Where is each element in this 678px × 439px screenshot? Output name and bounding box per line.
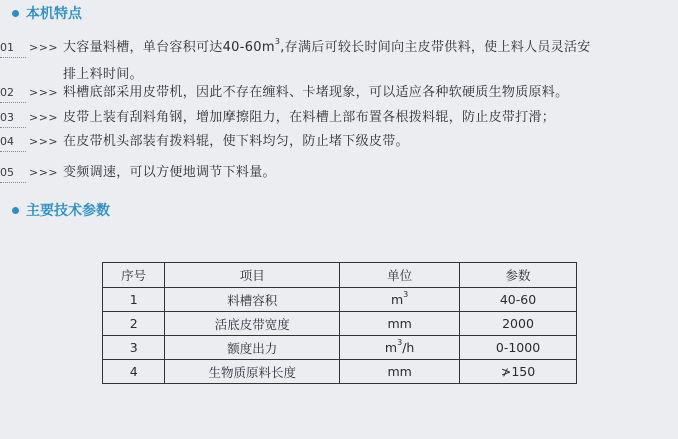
feature-text: 皮带上装有刮料角钢，增加摩擦阻力，在料槽上部布置各根拨料辊，防止皮带打滑； (63, 110, 556, 125)
table-row (103, 312, 577, 336)
header-unit: 单位 (340, 263, 460, 288)
header-no: 序号 (103, 263, 165, 288)
parameters-table (102, 262, 577, 384)
feature-number: 01 (0, 39, 26, 58)
cell-value: 40-60 (460, 288, 577, 312)
feature-text: 变频调速，可以方便地调节下料量。 (63, 165, 276, 180)
arrows-icon: >>> (29, 41, 59, 54)
feature-text: 在皮带机头部装有拨料辊，使下料均匀，防止堵下级皮带。 (63, 134, 409, 149)
section-title-parameters (12, 200, 110, 220)
feature-number: 05 (0, 164, 26, 183)
cell-no: 3 (103, 336, 165, 360)
section-title-features (12, 3, 82, 23)
arrows-icon: >>> (29, 111, 59, 124)
table-row (103, 360, 577, 384)
header-value: 参数 (460, 263, 577, 288)
cell-no: 4 (103, 360, 165, 384)
feature-number: 03 (0, 109, 26, 128)
table-row (103, 288, 577, 312)
table-row (103, 336, 577, 360)
cell-item: 料槽容积 (165, 288, 340, 312)
cell-value: 0-1000 (460, 336, 577, 360)
cell-unit: $m^3/h$ (340, 336, 460, 360)
bullet-icon (12, 10, 19, 17)
arrows-icon: >>> (29, 86, 59, 99)
feature-text: 大容量料槽，单台容积可达$40-60m^3$,存满后可较长时间向主皮带供料，使上料人员灵活安 排上料时间。 (63, 37, 591, 82)
arrows-icon: >>> (29, 135, 59, 148)
feature-number: 02 (0, 84, 26, 103)
cell-unit: mm (340, 312, 460, 336)
cell-unit: $m^3$ (340, 288, 460, 312)
feature-number: 04 (0, 133, 26, 152)
cell-value: ≯150 (460, 360, 577, 384)
section-title-text: 本机特点 (26, 6, 82, 22)
section-title-text: 主要技术参数 (26, 203, 110, 219)
cell-item: 额度出力 (165, 336, 340, 360)
cell-no: 2 (103, 312, 165, 336)
header-item: 项目 (165, 263, 340, 288)
table-header-row (103, 263, 577, 288)
arrows-icon: >>> (29, 166, 59, 179)
bullet-icon (12, 207, 19, 214)
cell-no: 1 (103, 288, 165, 312)
cell-unit: mm (340, 360, 460, 384)
cell-item: 生物质原料长度 (165, 360, 340, 384)
cell-value: 2000 (460, 312, 577, 336)
feature-text: 料槽底部采用皮带机，因此不存在缠料、卡堵现象，可以适应各种软硬质生物质原料。 (63, 85, 569, 100)
cell-item: 活底皮带宽度 (165, 312, 340, 336)
